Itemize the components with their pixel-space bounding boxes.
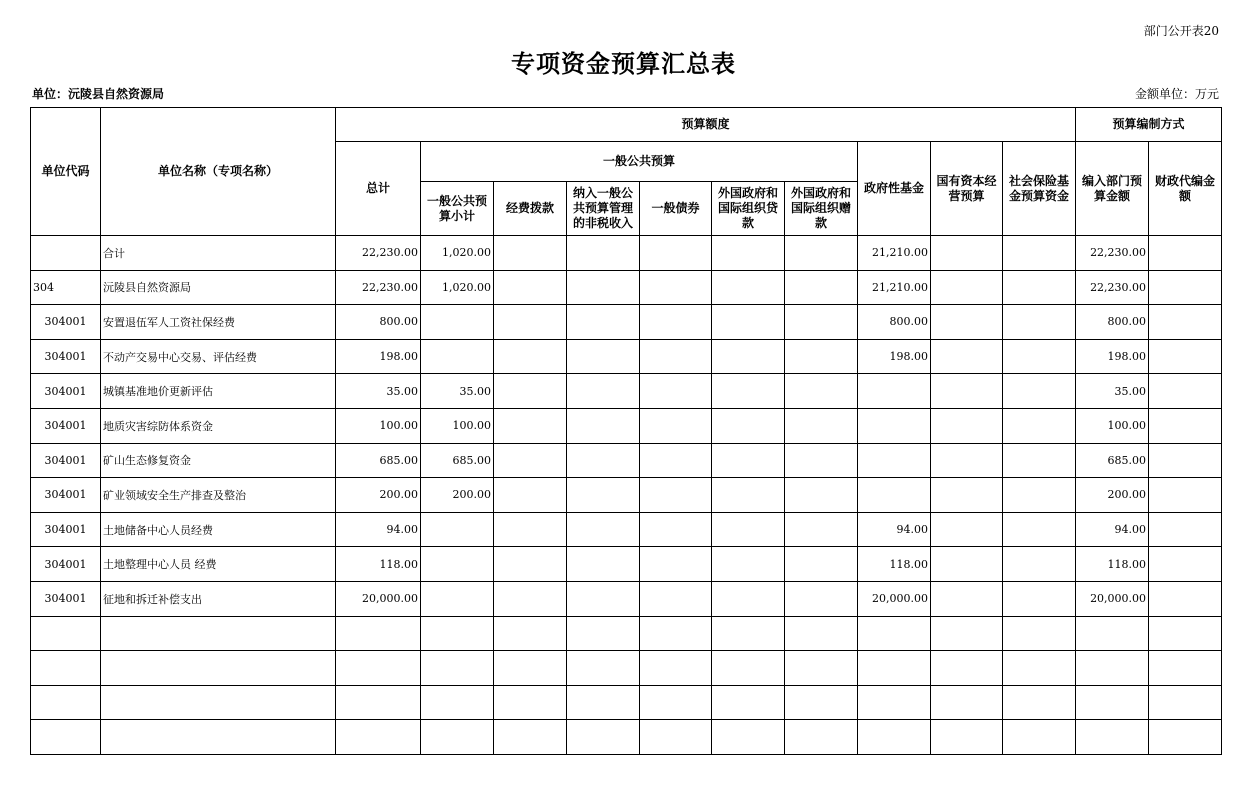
page-title: 专项资金预算汇总表	[511, 49, 736, 78]
table-row	[31, 339, 1222, 374]
cell-bonds	[640, 408, 712, 443]
table-row	[31, 305, 1222, 340]
cell-gpb-subtotal	[421, 339, 494, 374]
cell-total: 94.00	[336, 512, 421, 547]
table-row	[31, 270, 1222, 305]
cell-gpb-subtotal	[421, 685, 494, 720]
cell-gov-fund: 21,210.00	[858, 270, 931, 305]
cell-unit-code: 304001	[31, 478, 101, 513]
cell-bonds	[640, 443, 712, 478]
cell-gov-fund	[858, 685, 931, 720]
cell-non-tax	[567, 512, 640, 547]
cell-unit-code	[31, 616, 101, 651]
header-foreign-loans: 外国政府和国际组织贷款	[712, 182, 785, 236]
header-social-insurance: 社会保险基金预算资金	[1003, 142, 1076, 236]
cell-unit-name: 城镇基准地价更新评估	[101, 374, 336, 409]
header-dept-budget: 编入部门预算金额	[1076, 142, 1149, 236]
table-row	[31, 581, 1222, 616]
cell-unit-code: 304001	[31, 512, 101, 547]
cell-loans	[712, 581, 785, 616]
cell-loans	[712, 512, 785, 547]
cell-total: 22,230.00	[336, 270, 421, 305]
cell-gpb-subtotal: 1,020.00	[421, 236, 494, 271]
cell-unit-name: 安置退伍军人工资社保经费	[101, 305, 336, 340]
cell-gpb-subtotal: 35.00	[421, 374, 494, 409]
cell-grants	[785, 478, 858, 513]
table-row	[31, 547, 1222, 582]
cell-funding	[494, 720, 567, 755]
cell-gpb-subtotal	[421, 720, 494, 755]
cell-proxy	[1149, 720, 1222, 755]
cell-gov-fund	[858, 408, 931, 443]
cell-grants	[785, 581, 858, 616]
cell-social	[1003, 339, 1076, 374]
cell-funding	[494, 339, 567, 374]
cell-dept-budget	[1076, 616, 1149, 651]
cell-non-tax	[567, 581, 640, 616]
cell-unit-code: 304001	[31, 339, 101, 374]
cell-grants	[785, 651, 858, 686]
table-header	[31, 108, 1222, 236]
cell-non-tax	[567, 408, 640, 443]
cell-loans	[712, 616, 785, 651]
cell-total	[336, 616, 421, 651]
cell-funding	[494, 443, 567, 478]
header-gpb-subtotal: 一般公共预算小计	[421, 182, 494, 236]
cell-dept-budget: 22,230.00	[1076, 270, 1149, 305]
cell-funding	[494, 512, 567, 547]
cell-unit-name: 不动产交易中心交易、评估经费	[101, 339, 336, 374]
header-unit-name: 单位名称（专项名称）	[101, 108, 336, 236]
form-number: 部门公开表20	[1143, 24, 1219, 38]
cell-dept-budget: 94.00	[1076, 512, 1149, 547]
cell-loans	[712, 478, 785, 513]
cell-non-tax	[567, 720, 640, 755]
cell-social	[1003, 443, 1076, 478]
cell-funding	[494, 478, 567, 513]
cell-grants	[785, 305, 858, 340]
cell-gov-fund	[858, 616, 931, 651]
cell-funding	[494, 547, 567, 582]
cell-state-capital	[931, 616, 1003, 651]
cell-non-tax	[567, 651, 640, 686]
cell-loans	[712, 547, 785, 582]
cell-social	[1003, 478, 1076, 513]
cell-funding	[494, 270, 567, 305]
cell-grants	[785, 236, 858, 271]
cell-total	[336, 685, 421, 720]
cell-non-tax	[567, 443, 640, 478]
cell-loans	[712, 339, 785, 374]
cell-non-tax	[567, 270, 640, 305]
cell-proxy	[1149, 478, 1222, 513]
cell-gov-fund: 198.00	[858, 339, 931, 374]
cell-unit-code	[31, 685, 101, 720]
cell-total	[336, 720, 421, 755]
cell-non-tax	[567, 685, 640, 720]
cell-state-capital	[931, 236, 1003, 271]
cell-gpb-subtotal	[421, 651, 494, 686]
table-row	[31, 685, 1222, 720]
cell-dept-budget: 20,000.00	[1076, 581, 1149, 616]
cell-gpb-subtotal: 685.00	[421, 443, 494, 478]
cell-grants	[785, 408, 858, 443]
cell-unit-code	[31, 236, 101, 271]
cell-unit-code	[31, 720, 101, 755]
cell-state-capital	[931, 374, 1003, 409]
cell-social	[1003, 408, 1076, 443]
cell-grants	[785, 685, 858, 720]
cell-proxy	[1149, 270, 1222, 305]
cell-unit-name	[101, 616, 336, 651]
cell-grants	[785, 720, 858, 755]
cell-grants	[785, 374, 858, 409]
cell-dept-budget	[1076, 651, 1149, 686]
table-row	[31, 651, 1222, 686]
cell-unit-name: 矿业领域安全生产排查及整治	[101, 478, 336, 513]
cell-bonds	[640, 651, 712, 686]
cell-funding	[494, 305, 567, 340]
header-unit-code: 单位代码	[31, 108, 101, 236]
cell-proxy	[1149, 547, 1222, 582]
cell-non-tax	[567, 236, 640, 271]
table-row	[31, 512, 1222, 547]
cell-loans	[712, 374, 785, 409]
cell-bonds	[640, 720, 712, 755]
cell-proxy	[1149, 651, 1222, 686]
cell-dept-budget	[1076, 720, 1149, 755]
cell-unit-name: 矿山生态修复资金	[101, 443, 336, 478]
cell-loans	[712, 305, 785, 340]
cell-social	[1003, 685, 1076, 720]
header-funding-allocation: 经费拨款	[494, 182, 567, 236]
cell-loans	[712, 270, 785, 305]
cell-gpb-subtotal	[421, 512, 494, 547]
cell-non-tax	[567, 478, 640, 513]
table-row	[31, 236, 1222, 271]
cell-unit-name	[101, 720, 336, 755]
cell-dept-budget: 22,230.00	[1076, 236, 1149, 271]
cell-proxy	[1149, 408, 1222, 443]
cell-unit-code: 304001	[31, 374, 101, 409]
cell-unit-code: 304001	[31, 408, 101, 443]
cell-state-capital	[931, 512, 1003, 547]
cell-loans	[712, 443, 785, 478]
cell-funding	[494, 581, 567, 616]
cell-social	[1003, 270, 1076, 305]
budget-table	[30, 107, 1222, 755]
cell-grants	[785, 270, 858, 305]
cell-non-tax	[567, 616, 640, 651]
cell-funding	[494, 616, 567, 651]
cell-grants	[785, 616, 858, 651]
cell-dept-budget: 118.00	[1076, 547, 1149, 582]
cell-non-tax	[567, 547, 640, 582]
cell-unit-name: 土地储备中心人员经费	[101, 512, 336, 547]
cell-social	[1003, 616, 1076, 651]
cell-dept-budget	[1076, 685, 1149, 720]
cell-unit-name: 沅陵县自然资源局	[101, 270, 336, 305]
cell-social	[1003, 374, 1076, 409]
cell-dept-budget: 35.00	[1076, 374, 1149, 409]
cell-gpb-subtotal: 1,020.00	[421, 270, 494, 305]
cell-total: 35.00	[336, 374, 421, 409]
cell-unit-code: 304001	[31, 305, 101, 340]
cell-gpb-subtotal	[421, 305, 494, 340]
cell-state-capital	[931, 270, 1003, 305]
cell-gov-fund: 21,210.00	[858, 236, 931, 271]
cell-social	[1003, 651, 1076, 686]
table-row	[31, 374, 1222, 409]
cell-gov-fund	[858, 374, 931, 409]
cell-unit-code	[31, 651, 101, 686]
cell-bonds	[640, 374, 712, 409]
cell-state-capital	[931, 339, 1003, 374]
cell-total: 800.00	[336, 305, 421, 340]
cell-total: 22,230.00	[336, 236, 421, 271]
cell-dept-budget: 200.00	[1076, 478, 1149, 513]
cell-gov-fund	[858, 720, 931, 755]
table-row	[31, 443, 1222, 478]
cell-bonds	[640, 339, 712, 374]
header-budget-method: 预算编制方式	[1076, 108, 1222, 142]
cell-loans	[712, 651, 785, 686]
cell-total	[336, 651, 421, 686]
table-body	[31, 236, 1222, 755]
cell-social	[1003, 236, 1076, 271]
cell-bonds	[640, 547, 712, 582]
cell-funding	[494, 374, 567, 409]
cell-loans	[712, 685, 785, 720]
cell-loans	[712, 720, 785, 755]
cell-unit-code: 304001	[31, 547, 101, 582]
cell-gov-fund: 118.00	[858, 547, 931, 582]
cell-unit-code: 304001	[31, 443, 101, 478]
cell-gpb-subtotal	[421, 581, 494, 616]
cell-proxy	[1149, 374, 1222, 409]
cell-gov-fund	[858, 443, 931, 478]
cell-gpb-subtotal: 100.00	[421, 408, 494, 443]
cell-gov-fund	[858, 478, 931, 513]
cell-total: 685.00	[336, 443, 421, 478]
cell-gpb-subtotal	[421, 616, 494, 651]
unit-label: 单位：沅陵县自然资源局	[32, 87, 165, 101]
cell-bonds	[640, 581, 712, 616]
cell-bonds	[640, 512, 712, 547]
cell-social	[1003, 512, 1076, 547]
header-non-tax-income: 纳入一般公共预算管理的非税收入	[567, 182, 640, 236]
cell-unit-name	[101, 685, 336, 720]
cell-funding	[494, 236, 567, 271]
cell-gpb-subtotal: 200.00	[421, 478, 494, 513]
header-state-capital: 国有资本经营预算	[931, 142, 1003, 236]
cell-unit-name: 地质灾害综防体系资金	[101, 408, 336, 443]
cell-state-capital	[931, 443, 1003, 478]
cell-state-capital	[931, 547, 1003, 582]
header-total: 总计	[336, 142, 421, 236]
cell-bonds	[640, 478, 712, 513]
cell-proxy	[1149, 512, 1222, 547]
cell-grants	[785, 512, 858, 547]
cell-proxy	[1149, 685, 1222, 720]
cell-state-capital	[931, 685, 1003, 720]
header-budget-amount: 预算额度	[336, 108, 1076, 142]
cell-grants	[785, 443, 858, 478]
cell-total: 118.00	[336, 547, 421, 582]
cell-dept-budget: 800.00	[1076, 305, 1149, 340]
cell-social	[1003, 581, 1076, 616]
cell-dept-budget: 198.00	[1076, 339, 1149, 374]
cell-proxy	[1149, 581, 1222, 616]
cell-funding	[494, 408, 567, 443]
cell-total: 100.00	[336, 408, 421, 443]
cell-unit-code: 304001	[31, 581, 101, 616]
cell-total: 198.00	[336, 339, 421, 374]
cell-non-tax	[567, 374, 640, 409]
cell-unit-name: 土地整理中心人员 经费	[101, 547, 336, 582]
header-finance-proxy: 财政代编金额	[1149, 142, 1222, 236]
header-foreign-grants: 外国政府和国际组织赠款	[785, 182, 858, 236]
cell-state-capital	[931, 408, 1003, 443]
cell-unit-name	[101, 651, 336, 686]
cell-dept-budget: 100.00	[1076, 408, 1149, 443]
cell-gov-fund: 20,000.00	[858, 581, 931, 616]
header-gov-fund: 政府性基金	[858, 142, 931, 236]
cell-proxy	[1149, 443, 1222, 478]
cell-state-capital	[931, 651, 1003, 686]
table-row	[31, 616, 1222, 651]
cell-state-capital	[931, 305, 1003, 340]
header-general-bonds: 一般债券	[640, 182, 712, 236]
cell-bonds	[640, 236, 712, 271]
cell-non-tax	[567, 339, 640, 374]
cell-bonds	[640, 305, 712, 340]
cell-bonds	[640, 270, 712, 305]
cell-loans	[712, 408, 785, 443]
header-general-public-budget: 一般公共预算	[421, 142, 858, 182]
cell-state-capital	[931, 478, 1003, 513]
table-row	[31, 408, 1222, 443]
cell-state-capital	[931, 720, 1003, 755]
cell-state-capital	[931, 581, 1003, 616]
cell-gov-fund	[858, 651, 931, 686]
cell-funding	[494, 685, 567, 720]
cell-proxy	[1149, 339, 1222, 374]
cell-total: 20,000.00	[336, 581, 421, 616]
cell-non-tax	[567, 305, 640, 340]
cell-unit-name: 征地和拆迁补偿支出	[101, 581, 336, 616]
cell-gov-fund: 800.00	[858, 305, 931, 340]
cell-proxy	[1149, 305, 1222, 340]
cell-dept-budget: 685.00	[1076, 443, 1149, 478]
cell-proxy	[1149, 616, 1222, 651]
cell-grants	[785, 339, 858, 374]
cell-social	[1003, 305, 1076, 340]
cell-unit-code: 304	[31, 270, 101, 305]
cell-bonds	[640, 616, 712, 651]
table-row	[31, 720, 1222, 755]
cell-unit-name: 合计	[101, 236, 336, 271]
cell-funding	[494, 651, 567, 686]
cell-loans	[712, 236, 785, 271]
cell-gpb-subtotal	[421, 547, 494, 582]
table-row	[31, 478, 1222, 513]
cell-grants	[785, 547, 858, 582]
cell-gov-fund: 94.00	[858, 512, 931, 547]
cell-social	[1003, 547, 1076, 582]
amount-unit-label: 金额单位：万元	[1134, 87, 1219, 101]
cell-social	[1003, 720, 1076, 755]
cell-total: 200.00	[336, 478, 421, 513]
cell-bonds	[640, 685, 712, 720]
cell-proxy	[1149, 236, 1222, 271]
